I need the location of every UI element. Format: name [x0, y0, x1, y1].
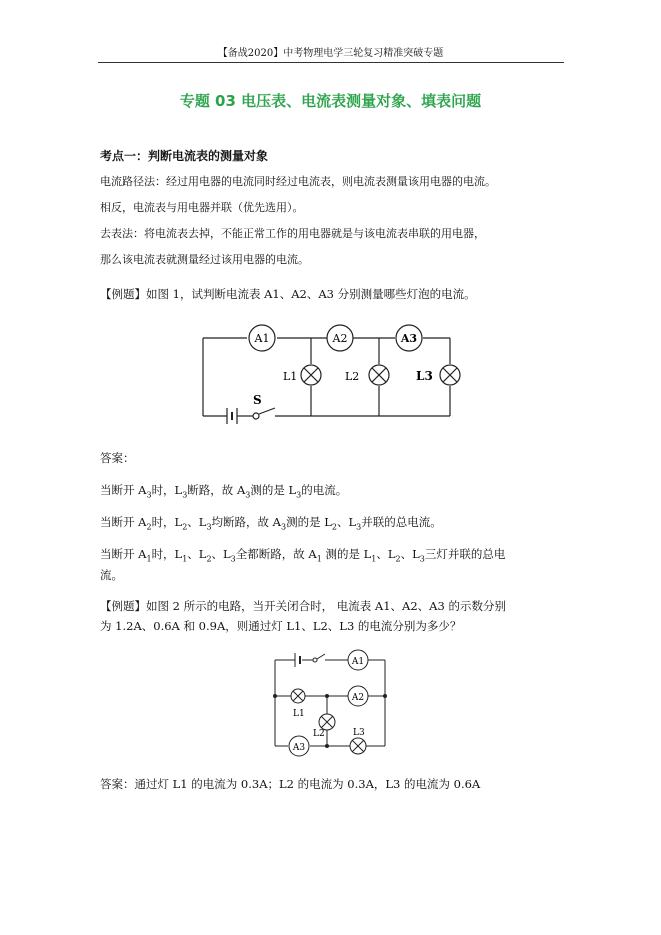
lamp-l2-icon [319, 714, 335, 730]
lamp-l2-label: L2 [345, 370, 360, 383]
switch-icon [253, 408, 275, 419]
ammeter-a2-label: A2 [332, 332, 348, 345]
page-header: 【备战2020】中考物理电学三轮复习精准突破专题 [217, 48, 444, 59]
answer-2: 答案：通过灯 L1 的电流为 0.3A；L2 的电流为 0.3A，L3 的电流为 0.6A [100, 777, 481, 791]
method-line-1: 电流路径法：经过用电器的电流同时经过电流表，则电流表测量该用电器的电流。 [100, 175, 496, 188]
lamp-l3-icon [350, 738, 366, 754]
circuit-figure-1 [195, 322, 465, 430]
ammeter-a2-label: A2 [351, 693, 365, 703]
ammeter-a1-label: A1 [254, 332, 270, 345]
ammeter-a3-label: A3 [400, 332, 418, 345]
lamp-l3-icon [440, 365, 460, 385]
lamp-l1-icon [291, 689, 305, 703]
header-divider [98, 62, 564, 63]
answer-label-1: 答案： [100, 451, 135, 465]
example-2-question-line-2: 为 1.2A、0.6A 和 0.9A，则通过灯 L1、L2、L3 的电流分别为多少？ [100, 619, 462, 633]
lamp-l2-icon [369, 365, 389, 385]
example-2-question-line-1: 【例题】如图 2 所示的电路，当开关闭合时， 电流表 A1、A2、A3 的示数分别 [100, 599, 506, 613]
ammeter-a1-label: A1 [351, 657, 365, 667]
lamp-l1-label: L1 [283, 370, 298, 383]
lamp-l3-label: L3 [416, 369, 433, 383]
lamp-l3-label: L3 [353, 728, 365, 738]
switch-label: S [253, 393, 262, 407]
answer-line-a3: 当断开 $A_3$时，$L_3$断路，故 $A_3$测的是 $L_3$的电流。 [100, 483, 348, 500]
switch-icon [313, 654, 325, 662]
answer-line-a1: 当断开 $A_1$时，$L_1$、$L_2$、$L_3$全都断路，故 $A_1$ 测的是 $L_1$、$L_2$、$L_3$三灯并联的总电 流。 [100, 547, 506, 583]
circuit-figure-2 [265, 648, 395, 760]
lamp-l1-icon [301, 365, 321, 385]
page-title: 专题 03 电压表、电流表测量对象、填表问题 [179, 92, 482, 110]
ammeter-a3-label: A3 [292, 743, 306, 753]
example-1-question: 【例题】如图 1，试判断电流表 A1、A2、A3 分别测量哪些灯泡的电流。 [100, 287, 476, 301]
section-heading: 考点一：判断电流表的测量对象 [100, 149, 269, 163]
lamp-l2-label: L2 [313, 729, 325, 739]
answer-line-a2: 当断开 $A_2$时，$L_2$、$L_3$均断路，故 $A_3$测的是 $L_2$、$L_3$并联的总电流。 [100, 515, 442, 532]
method-line-2: 相反，电流表与用电器并联（优先选用）。 [100, 201, 304, 214]
method-line-4: 那么该电流表就测量经过该用电器的电流。 [100, 253, 309, 266]
lamp-l1-label: L1 [293, 709, 305, 719]
method-line-3: 去表法：将电流表去掉，不能正常工作的用电器就是与该电流表串联的用电器， [100, 227, 485, 240]
